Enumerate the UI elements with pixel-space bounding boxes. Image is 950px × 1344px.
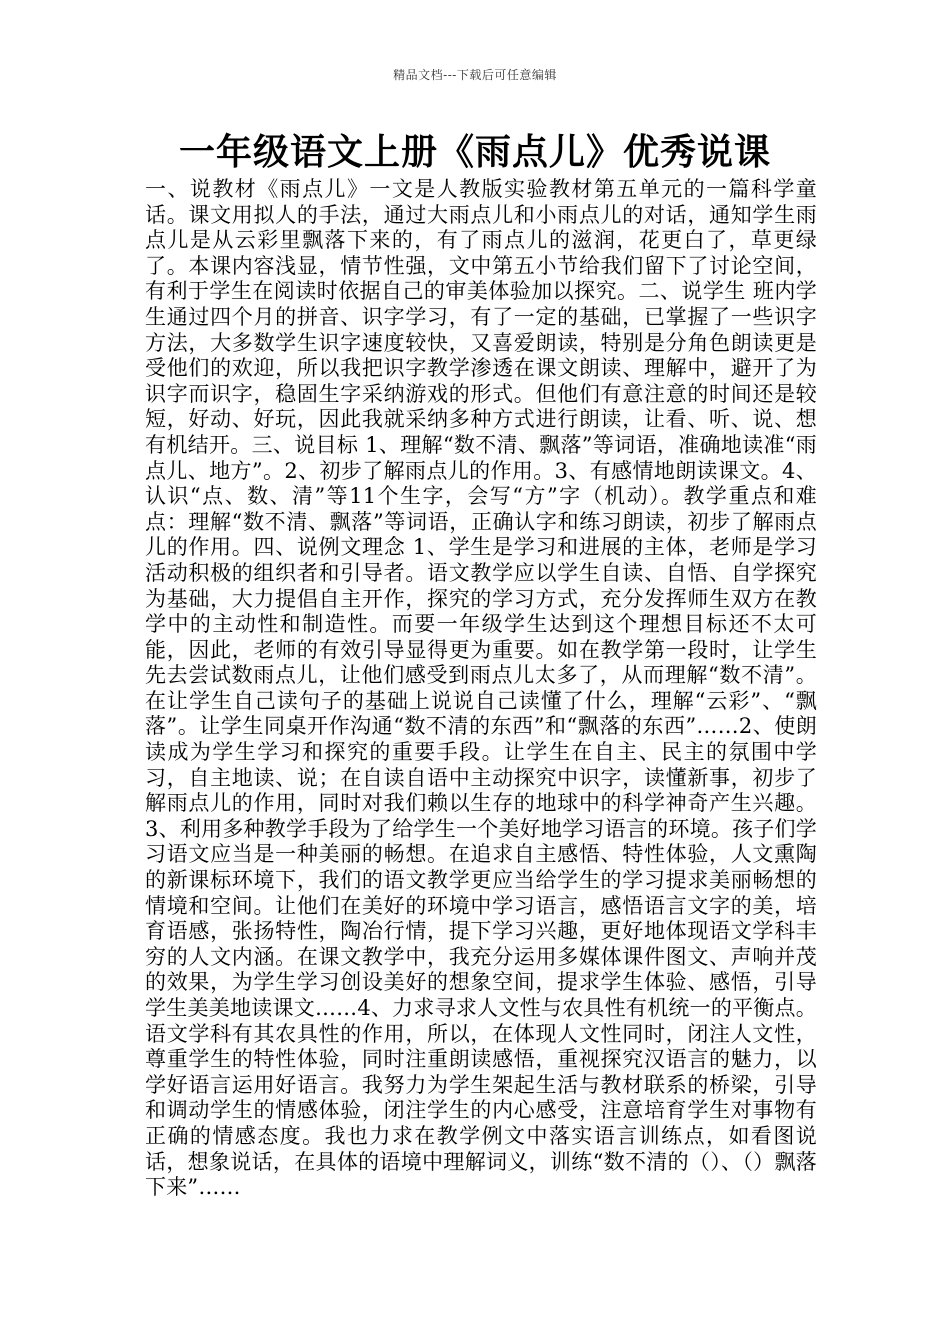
document-title: 一年级语文上册《雨点儿》优秀说课 <box>178 131 771 173</box>
document-body-text: 一、说教材《雨点儿》一文是人教版实验教材第五单元的一篇科学童话。课文用拟人的手法，通过大雨点儿和小雨点儿的对话，通知学生雨点儿是从云彩里飘落下来的，有了雨点儿的滋润，花更白了，草更绿了。本课内容浅显，情节性强，文中第五小节给我们留下了讨论空间，有利于学生在阅读时依据自己的审美体验加以探究。二、说学生 班内学生通过四个月的拼音、识字学习，有了一定的基础，已掌握了一些识字方法，大多数学生识字速度较快，又喜爱朗读，特别是分角色朗读更是受他们的欢迎，所以我把识字教学渗透在课文朗读、理解中，避开了为识字而识字，稳固生字采纳游戏的形式。但他们有意注意的时间还是较短，好动、好玩，因此我就采纳多种方式进行朗读，让看、听、说、想有机结开。三、说目标 1、理解“数不清、飘落”等词语，准确地读准“雨点儿、地方”。2、初步了解雨点儿的作用。3、有感情地朗读课文。4、认识“点、数、清”等11个生字，会写“方”字（机动）。教学重点和难点：理解“数不清、飘落”等词语，正确认字和练习朗读，初步了解雨点儿的作用。四、说例文理念 1、学生是学习和进展的主体，老师是学习活动积极的组织者和引导者。语文教学应以学生自读、自悟、自学探究为基础，大力提倡自主开作，探究的学习方式，充分发挥师生双方在教学中的主动性和制造性。而要一年级学生达到这个理想目标还不太可能，因此，老师的有效引导显得更为重要。如在教学第一段时，让学生先去尝试数雨点儿，让他们感受到雨点儿太多了，从而理解“数不清”。在让学生自己读句子的基础上说说自己读懂了什么，理解“云彩”、“飘落”。让学生同桌开作沟通“数不清的东西”和“飘落的东西”……2、使朗读成为学生学习和探究的重要手段。让学生在自主、民主的氛围中学习，自主地读、说；在自读自语中主动探究中识字，读懂新事，初步了解雨点儿的作用，同时对我们赖以生存的地球中的科学神奇产生兴趣。3、利用多种教学手段为了给学生一个美好地学习语言的环境。孩子们学习语文应当是一种美丽的畅想。在追求自主感悟、特性体验，人文熏陶的新课标环境下，我们的语文教学更应当给学生的学习提求美丽畅想的情境和空间。让他们在美好的环境中学习语言，感悟语言文字的美，培育语感，张扬特性，陶冶行情，提下学习兴趣，更好地体现语文学科丰穷的人文内涵。在课文教学中，我充分运用多媒体课件图文、声响并茂的效果，为学生学习创设美好的想象空间，提求学生体验、感悟，引导学生美美地读课文……4、力求寻求人文性与农具性有机统一的平衡点。语文学科有其农具性的作用，所以，在体现人文性同时，闭注人文性，尊重学生的特性体验，同时注重朗读感悟，重视探究汉语言的魅力，以学好语言运用好语言。我努力为学生架起生活与教材联系的桥梁，引导和调动学生的情感体验，闭注学生的内心感受，注意培育学生对事物有正确的情感态度。我也力求在教学例文中落实语言训练点，如看图说话，想象说话，在具体的语境中理解词义，训练“数不清的（）、（）飘落下来”…… <box>145 177 817 1200</box>
page-header-note: 精品文档---下载后可任意编辑 <box>393 68 557 82</box>
